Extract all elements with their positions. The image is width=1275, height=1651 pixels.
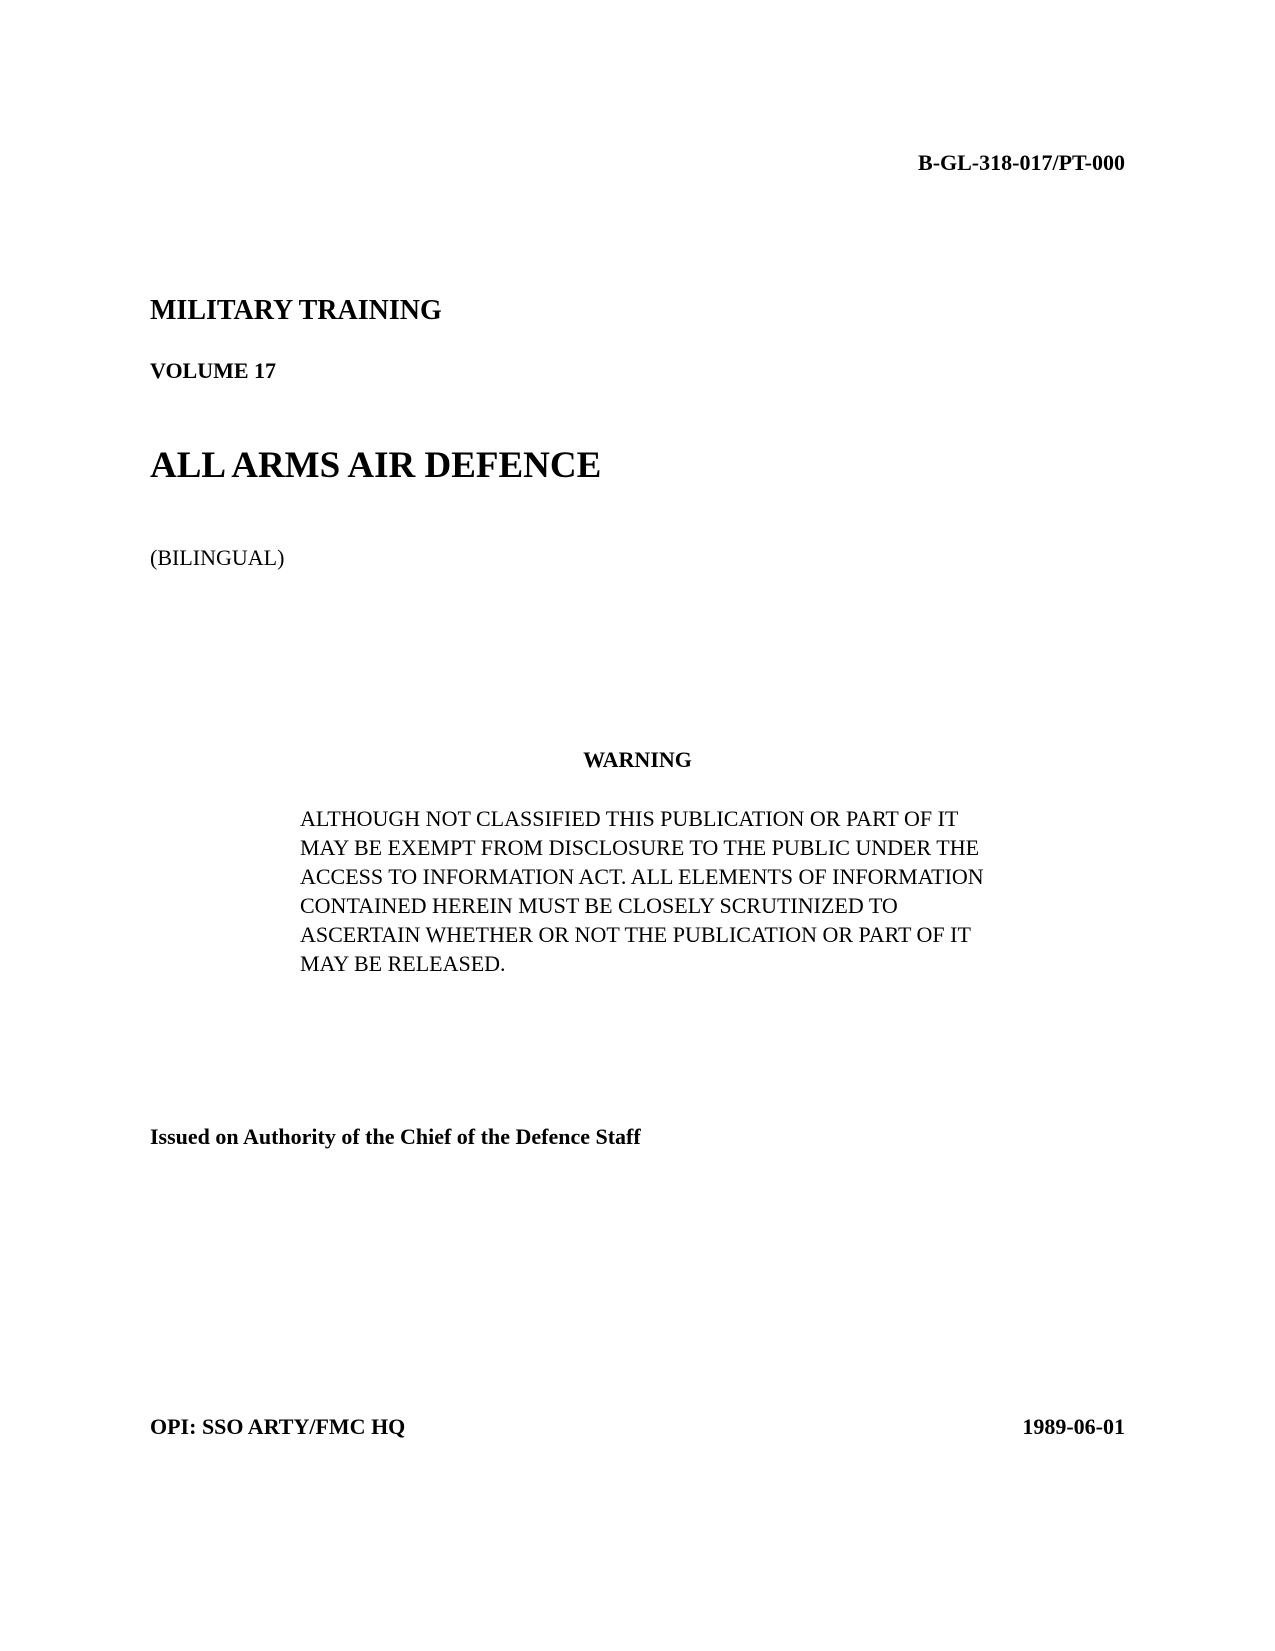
opi-line: OPI: SSO ARTY/FMC HQ bbox=[150, 1414, 406, 1439]
volume-label: VOLUME 17 bbox=[150, 358, 277, 383]
document-number: B-GL-318-017/PT-000 bbox=[918, 150, 1125, 175]
issue-date: 1989-06-01 bbox=[1022, 1414, 1125, 1439]
language-note: (BILINGUAL) bbox=[150, 545, 285, 570]
series-title: MILITARY TRAINING bbox=[150, 295, 442, 326]
document-title: ALL ARMS AIR DEFENCE bbox=[150, 445, 602, 486]
warning-text: ALTHOUGH NOT CLASSIFIED THIS PUBLICATION OR PART OF IT MAY BE EXEMPT FROM DISCLOSURE TO THE PUBLIC UNDER THE ACCESS TO INFORMATION ACT. ALL ELEMENTS OF INFORMATION CONTAINED HEREIN MUST BE CLOSELY SCRUTINIZED TO ASCERTAIN WHETHER OR NOT THE PUBLICATION OR PART OF IT MAY BE RELEASED. bbox=[300, 806, 984, 976]
warning-heading: WARNING bbox=[583, 747, 692, 772]
issuing-authority: Issued on Authority of the Chief of the Defence Staff bbox=[150, 1124, 641, 1149]
